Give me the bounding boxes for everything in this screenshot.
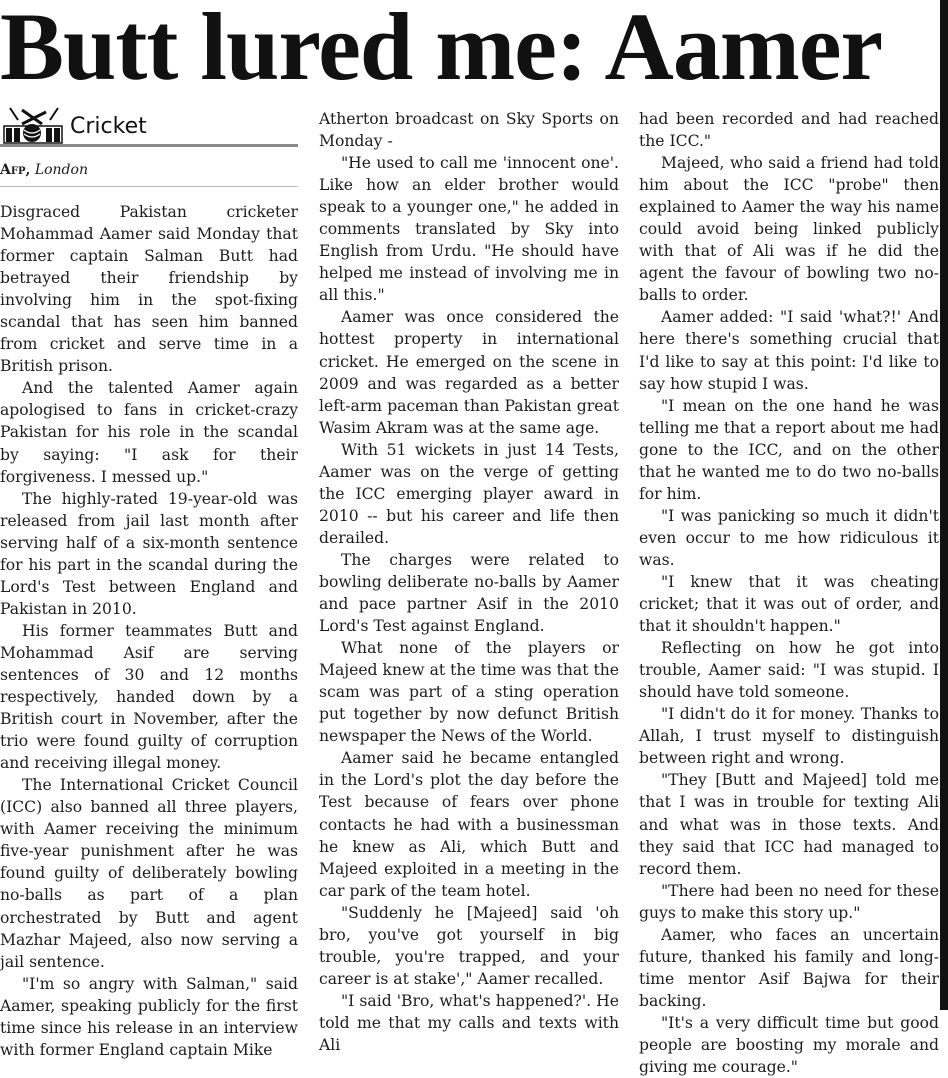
paragraph: "I said 'Bro, what's happened?'. He told me that my calls and texts with Ali (319, 991, 619, 1054)
paragraph: "It's a very difficult time but good people are boosting my morale and giving me courage." (639, 1013, 939, 1077)
byline (0, 161, 298, 187)
paragraph: Reflecting on how he got into trouble, Aamer said: "I was stupid. I should have told someone. (639, 639, 939, 702)
paragraph: Aamer added: "I said 'what?!' And here there's something crucial that I'd like to say at this point: I'd like to say how stupid I was. (639, 308, 939, 393)
paragraph: "They [Butt and Majeed] told me that I was in trouble for texting Ali and what was in those texts. And they said that ICC had managed to record them. (639, 771, 939, 878)
page-edge-rule (940, 0, 948, 1010)
paragraph: "I'm so angry with Salman," said Aamer, speaking publicly for the first time since his release in an interview with former England captain Mike (0, 974, 298, 1059)
paragraph: "I mean on the one hand he was telling me that a report about me had gone to the ICC, and on the other that he wanted me to do two no-balls for him. (639, 396, 939, 503)
paragraph: What none of the players or Majeed knew at the time was that the scam was part of a sting operation put together by now defunct British newspaper the News of the World. (319, 639, 619, 746)
paragraph: had been recorded and had reached the ICC." (639, 110, 939, 151)
paragraph: Aamer said he became entangled in the Lord's plot the day before the Test because of fears over phone contacts he had with a businessman he knew as Ali, which Butt and Majeed exploited in a meeting in the car park of the team hotel. (319, 749, 619, 900)
cricket-bats-ball-icon (2, 106, 66, 144)
headline: Butt lured me: Aamer (0, 0, 883, 100)
paragraph: With 51 wickets in just 14 Tests, Aamer was on the verge of getting the ICC emerging player award in 2010 -- but his career and life then derailed. (319, 440, 619, 547)
paragraph: "I knew that it was cheating cricket; that it was out of order, and that it shouldn't happen." (639, 572, 939, 636)
byline-place: London (34, 162, 88, 178)
section-label: Cricket (70, 114, 147, 139)
paragraph: The International Cricket Council (ICC) also banned all three players, with Aamer receiving the minimum five-year punishment after he was found guilty of deliberately bowling no-balls as part of a plan orchestrated by Butt and agent Mazhar Majeed, also now serving a jail sentence. (0, 776, 298, 971)
paragraph: Aamer, who faces an uncertain future, thanked his family and long-time mentor Asif Bajwa for their backing. (639, 925, 939, 1010)
article-column-2 (319, 108, 619, 1056)
paragraph: Majeed, who said a friend had told him about the ICC "probe" then explained to Aamer the way his name could avoid being linked publicly with that of Ali was if he did the agent the favour of bowling two no-balls to order. (639, 154, 939, 305)
section-header (0, 104, 298, 147)
paragraph: "There had been no need for these guys to make this story up." (639, 881, 939, 922)
byline-agency: Afp, (0, 162, 31, 178)
paragraph: "I was panicking so much it didn't even occur to me how ridiculous it was. (639, 506, 939, 569)
paragraph: Aamer was once considered the hottest property in international cricket. He emerged on the scene in 2009 and was regarded as a better left-arm paceman than Pakistan great Wasim Akram was at the same age. (319, 308, 619, 437)
paragraph: And the talented Aamer again apologised to fans in cricket-crazy Pakistan for his role in the scandal by saying: "I ask for their forgiveness. I messed up." (0, 379, 298, 486)
paragraph: His former teammates Butt and Mohammad Asif are serving sentences of 30 and 12 months respectively, handed down by a British court in November, after the trio were found guilty of corruption and receiving illegal money. (0, 621, 298, 773)
article-column-1 (0, 104, 298, 1061)
paragraph: Disgraced Pakistan cricketer Mohammad Aamer said Monday that former captain Salman Butt had betrayed their friendship by involving him in the spot-fixing scandal that has seen him banned from cricket and serve time in a British prison. (0, 203, 298, 376)
paragraph: "Suddenly he [Majeed] said 'oh bro, you've got yourself in big trouble, you're trapped, and your career is at stake'," Aamer recalled. (319, 903, 619, 988)
paragraph: "He used to call me 'innocent one'. Like how an elder brother would speak to a younger one," he added in comments translated by Sky into English from Urdu. "He should have helped me instead of involving me in all this." (319, 154, 619, 305)
paragraph: Atherton broadcast on Sky Sports on Monday - (319, 110, 619, 151)
paragraph: The charges were related to bowling deliberate no-balls by Aamer and pace partner Asif in the 2010 Lord's Test against England. (319, 550, 619, 636)
article-column-3 (639, 108, 939, 1078)
paragraph: "I didn't do it for money. Thanks to Allah, I trust myself to distinguish between right and wrong. (639, 705, 939, 768)
paragraph: The highly-rated 19-year-old was released from jail last month after serving half of a six-month sentence for his part in the scandal during the Lord's Test between England and Pakistan in 2010. (0, 489, 298, 618)
